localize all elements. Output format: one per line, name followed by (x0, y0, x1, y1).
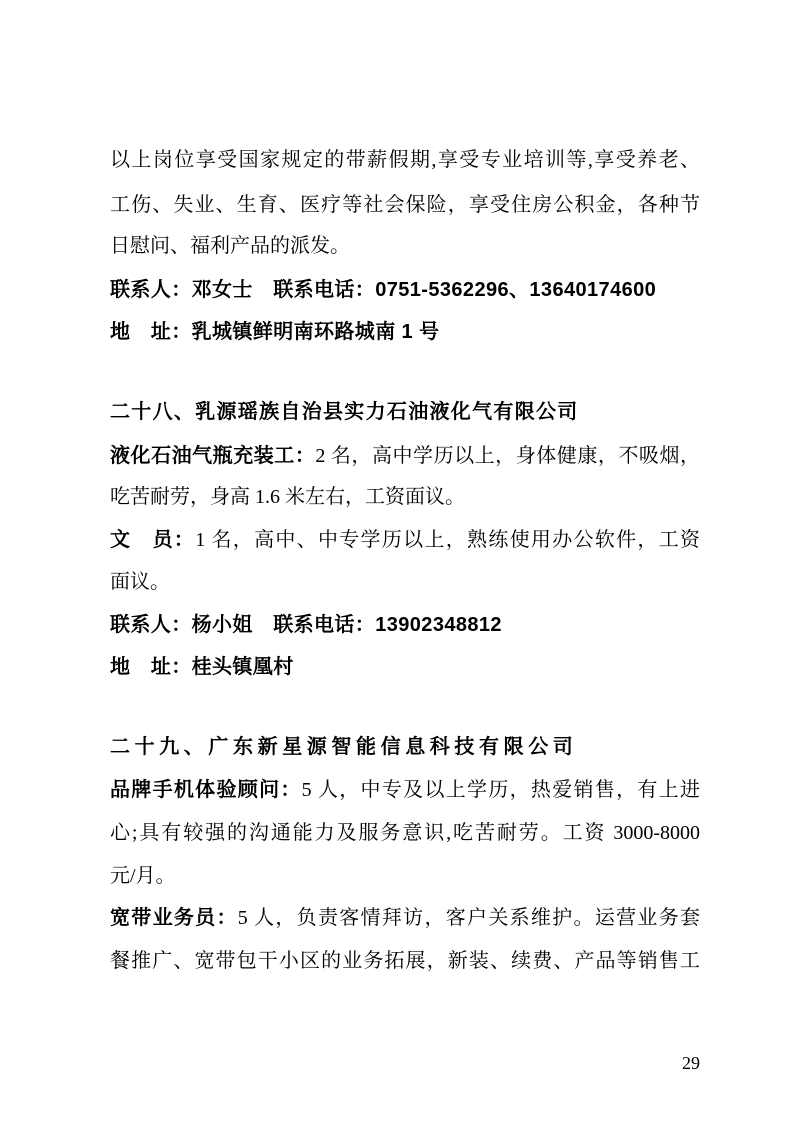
job-line (110, 946, 700, 976)
benefits-text: 以上岗位享受国家规定的带薪假期,享受专业培训等,享受养老、 (110, 149, 700, 171)
job-title: 液化石油气瓶充装工： (110, 445, 316, 467)
job-description: 心;具有较强的沟通能力及服务意识,吃苦耐劳。工资 3000-8000 (110, 822, 700, 844)
job-line (110, 903, 700, 933)
job-description: 1 名，高中、中专学历以上，熟练使用办公软件，工资 (195, 529, 701, 551)
job-description: 2 名，高中学历以上，身体健康，不吸烟， (315, 445, 701, 467)
address-text: 地 址：桂头镇凰村 (110, 656, 294, 678)
benefits-line-3 (110, 231, 700, 261)
benefits-line-2 (110, 190, 700, 220)
contact-text: 联系人：杨小姐 联系电话：13902348812 (110, 614, 502, 636)
benefits-line-1 (110, 145, 700, 175)
job-description: 吃苦耐劳，身高 1.6 米左右，工资面议。 (110, 486, 465, 508)
job-title: 宽带业务员： (110, 907, 238, 929)
job-description: 餐推广、宽带包干小区的业务拓展，新装、续费、产品等销售工 (110, 950, 700, 972)
job-description: 元/月。 (110, 865, 176, 887)
job-line (110, 482, 700, 512)
benefits-text: 日慰问、福利产品的派发。 (110, 235, 350, 257)
job-line (110, 775, 700, 805)
job-line (110, 861, 700, 891)
address-text: 地 址：乳城镇鲜明南环路城南 1 号 (110, 321, 440, 343)
page-number: 29 (682, 1053, 700, 1073)
job-title: 文 员： (110, 529, 196, 551)
company-heading (110, 397, 700, 427)
address-line (110, 652, 700, 682)
job-line (110, 818, 700, 848)
company-heading-text: 二十九、广东新星源智能信息科技有限公司 (110, 736, 578, 758)
contact-line (110, 610, 700, 640)
job-description: 面议。 (110, 571, 170, 593)
job-description: 5 人，负责客情拜访，客户关系维护。运营业务套 (237, 907, 701, 929)
contact-text: 联系人：邓女士 联系电话：0751-5362296、13640174600 (110, 279, 657, 301)
address-line (110, 317, 700, 347)
job-line (110, 567, 700, 597)
contact-line (110, 275, 700, 305)
job-line (110, 441, 700, 471)
company-heading (110, 732, 700, 762)
company-heading-text: 二十八、乳源瑶族自治县实力石油液化气有限公司 (110, 401, 579, 423)
job-description: 5 人，中专及以上学历，热爱销售，有上进 (301, 779, 701, 801)
job-title: 品牌手机体验顾问： (110, 779, 302, 801)
job-line (110, 525, 700, 555)
benefits-text: 工伤、失业、生育、医疗等社会保险，享受住房公积金，各种节 (110, 194, 700, 216)
